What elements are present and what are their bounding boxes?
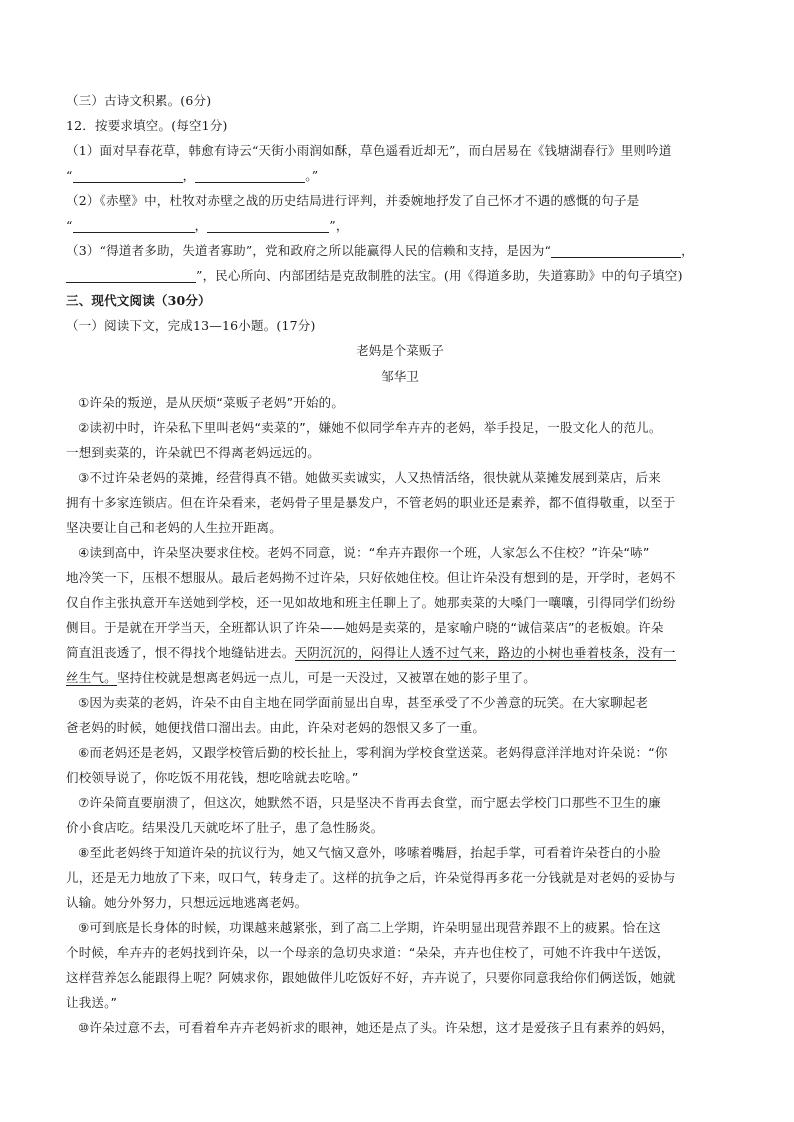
answer-blank-1[interactable] (73, 168, 183, 183)
answer-blank-4[interactable] (207, 218, 329, 233)
article-line: 侧目。于是就在开学当天，全班都认识了许朵——她妈是卖菜的，是家喻户晓的“诚信菜店”的老板娘。许朵 (66, 620, 664, 635)
article-line: 们校领导说了，你吃饭不用花钱，想吃啥就去吃啥。” (66, 770, 359, 785)
answer-blank-6[interactable] (66, 268, 196, 283)
section-heading-reading: 三、现代文阅读（30分） (66, 293, 211, 308)
question-12-1-answer: “ ， 。” (66, 168, 319, 183)
underlined-sentence: 丝生气。 (66, 670, 117, 685)
article-line: 儿，还是无力地放了下来，叹口气，转身走了。这样的抗争之后，许朵觉得再多花一分钱就是对老妈的妥协与 (66, 870, 676, 885)
answer-blank-2[interactable] (195, 168, 305, 183)
article-line: 认输。她分外努力，只想远远地逃离老妈。 (66, 895, 308, 910)
article-line: 这样营养怎么能跟得上呢？阿姨求你，跟她做伴儿吃饭好不好，卉卉说了，只要你同意我给你们俩送饭，她就 (66, 970, 676, 985)
section-heading-poetry: （三）古诗文积累。(6分) (66, 93, 212, 108)
question-12-1-prompt: （1）面对早春花草，韩愈有诗云“天街小雨润如酥，草色遥看近却无”，而白居易在《钱塘湖春行》里则吟道 (66, 143, 672, 158)
article-line: ⑦许朵简直要崩溃了，但这次，她默然不语，只是坚决不肯再去食堂，而宁愿去学校门口那些不卫生的廉 (78, 795, 661, 810)
article-line: 一想到卖菜的，许朵就巴不得离老妈远远的。 (66, 445, 321, 460)
underlined-sentence: 天阴沉沉的，闷得让人透不过气来，路边的小树也垂着枝条，没有一 (294, 645, 676, 660)
question-12-3-prompt: （3）“得道者多助，失道者寡助”，党和政府之所以能赢得人民的信赖和支持，是因为“ ， (66, 243, 694, 258)
article-line: 拥有十多家连锁店。但在许朵看来，老妈骨子里是暴发户，不管老妈的职业还是素养，都不值得敬重，以至于 (66, 495, 676, 510)
article-line: 地冷笑一下，压根不想服从。最后老妈拗不过许朵，只好依她住校。但让许朵没有想到的是，开学时，老妈不 (66, 570, 676, 585)
article-body (66, 390, 734, 1040)
article-line: ⑩许朵过意不去，可看着牟卉卉老妈祈求的眼神，她还是点了头。许朵想，这才是爱孩子且有素养的妈妈， (78, 1020, 674, 1035)
article-line: 价小食店吃。结果没几天就吃坏了肚子，患了急性肠炎。 (66, 820, 384, 835)
article-line: 简直沮丧透了，恨不得找个地缝钻进去。天阴沉沉的，闷得让人透不过气来，路边的小树也垂着枝条，没有一 (66, 645, 676, 660)
article-line: ⑥而老妈还是老妈，又跟学校管后勤的校长扯上，零利润为学校食堂送菜。老妈得意洋洋地对许朵说：“你 (78, 745, 668, 760)
article-line: ⑧至此老妈终于知道许朵的抗议行为，她又气恼又意外，哆嗦着嘴唇，抬起手掌，可看着许朵苍白的小脸 (78, 845, 661, 860)
question-12-2-answer: “ ， ”， (66, 218, 349, 233)
article-title: 老妈是个菜贩子 (356, 343, 444, 358)
article-line: ⑨可到底是长身体的时候，功课越来越紧张，到了高二上学期，许朵明显出现营养跟不上的疲累。恰在这 (78, 920, 661, 935)
question-12: 12．按要求填空。(每空1分) (66, 118, 228, 133)
article-line: ①许朵的叛逆，是从厌烦“菜贩子老妈”开始的。 (78, 395, 345, 410)
article-line: 个时候，牟卉卉的老妈找到许朵，以一个母亲的急切央求道：“朵朵，卉卉也住校了，可她不许我中午送饭， (66, 945, 670, 960)
article-line: ⑤因为卖菜的老妈，许朵不由自主地在同学面前显出自卑，甚至承受了不少善意的玩笑。在大家聊起老 (78, 695, 649, 710)
question-12-2-prompt: （2）《赤壁》中，杜牧对赤壁之战的历史结局进行评判，并委婉地抒发了自己怀才不遇的感慨的句子是 (66, 193, 640, 208)
article-line: 让我送。” (66, 995, 118, 1010)
exam-page (66, 88, 734, 1040)
article-line: 丝生气。坚持住校就是想离老妈远一点儿，可是一天没过，又被罩在她的影子里了。 (66, 670, 536, 685)
article-line: 坚决要让自己和老妈的人生拉开距离。 (66, 520, 282, 535)
reading-instructions: （一）阅读下文，完成13—16小题。(17分) (66, 318, 316, 333)
question-12-3-continuation: ”，民心所向、内部团结是克敌制胜的法宝。(用《得道多助，失道寡助》中的句子填空) (66, 263, 734, 288)
article-line: ④读到高中，许朵坚决要求住校。老妈不同意，说：“牟卉卉跟你一个班，人家怎么不住校？”许朵“哧” (78, 545, 650, 560)
article-author: 邹华卫 (381, 369, 419, 384)
article-line: ③不过许朵老妈的菜摊，经营得真不错。她做买卖诚实，人又热情活络，很快就从菜摊发展到菜店，后来 (78, 470, 661, 485)
answer-blank-3[interactable] (73, 218, 195, 233)
article-line: ②读初中时，许朵私下里叫老妈“卖菜的”，嫌她不似同学牟卉卉的老妈，举手投足，一股文化人的范儿。 (78, 420, 662, 435)
article-line: 爸老妈的时候，她便找借口溜出去。由此，许朵对老妈的怨恨又多了一重。 (66, 720, 486, 735)
article-line: 仅自作主张执意开车送她到学校，还一见如故地和班主任聊上了。她那卖菜的大嗓门一嚷嚷，引得同学们纷纷 (66, 595, 676, 610)
answer-blank-5[interactable] (551, 243, 681, 258)
